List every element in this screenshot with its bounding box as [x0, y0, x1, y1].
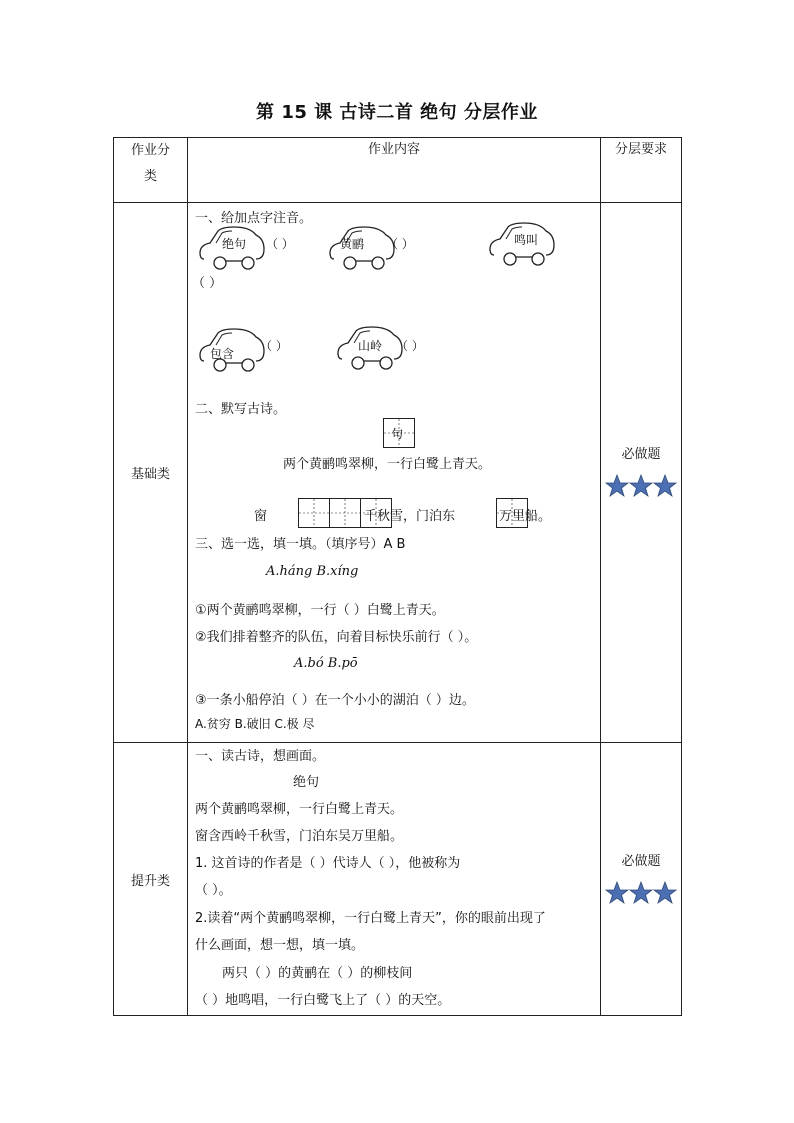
q2-line2-a: 窗 — [254, 509, 268, 524]
header-category-line2: 类 — [143, 169, 157, 184]
adv-line-6: （ ）。 — [195, 883, 232, 898]
car-2 — [328, 223, 414, 277]
advanced-requirement-cell — [601, 743, 682, 1016]
adv-line-2: 绝句 — [293, 775, 320, 790]
advanced-row — [114, 743, 682, 1016]
star-rating-icon — [605, 474, 677, 498]
adv-line-10: （ ）地鸣唱，一行白鹭飞上了（ ）的天空。 — [195, 993, 451, 1008]
page-title: 第 15 课 古诗二首 绝句 分层作业 — [256, 102, 538, 123]
header-row — [114, 138, 682, 203]
car-5-word: 山岭 — [358, 339, 383, 353]
header-content: 作业内容 — [188, 138, 601, 203]
advanced-requirement: 必做题 — [621, 853, 661, 869]
car-4-word: 包含 — [210, 347, 235, 361]
q3-title: 三、选一选，填一填。（填序号）A B — [195, 537, 406, 552]
basic-requirement: 必做题 — [621, 447, 661, 462]
advanced-content — [188, 743, 601, 1016]
car-4-paren: （ ） — [260, 339, 288, 353]
car-1-word: 绝句 — [222, 237, 247, 251]
basic-category: 基础类 — [114, 203, 188, 743]
car-3 — [488, 219, 558, 273]
car-5-paren: （ ） — [396, 339, 424, 353]
car-1-paren: （ ） — [266, 237, 294, 251]
q2-title: 二、默写古诗。 — [195, 402, 287, 417]
adv-line-3: 两个黄鹂鸣翠柳，一行白鹭上青天。 — [195, 802, 404, 817]
q2-box-char: 句 — [391, 427, 404, 441]
car-1 — [198, 223, 294, 277]
basic-stars — [605, 487, 677, 502]
q3-sentence-2: ②我们排着整齐的队伍，向着目标快乐前行（ ）。 — [195, 630, 478, 645]
advanced-category: 提升类 — [114, 743, 188, 1016]
q3-options-1: A.háng B.xíng — [266, 564, 359, 579]
basic-requirement-cell — [601, 203, 682, 743]
star-rating-icon — [605, 881, 677, 905]
q1-wrap-paren: （ ） — [192, 276, 223, 291]
advanced-stars — [605, 894, 677, 909]
basic-row — [114, 203, 682, 743]
adv-line-7: 2.读着“两个黄鹂鸣翠柳，一行白鹭上青天”，你的眼前出现了 — [195, 911, 546, 926]
car-3-word: 鸣叫 — [514, 233, 539, 247]
adv-line-8: 什么画面，想一想，填一填。 — [195, 938, 365, 953]
homework-table — [113, 137, 682, 1016]
adv-line-4: 窗含西岭千秋雪，门泊东吴万里船。 — [195, 829, 404, 844]
basic-content — [188, 203, 601, 743]
q2-line1: 两个黄鹂鸣翠柳，一行白鹭上青天。 — [283, 457, 492, 472]
adv-line-1: 一、读古诗，想画面。 — [195, 749, 326, 764]
q2-line2-b: 千秋雪，门泊东 — [364, 509, 456, 524]
car-2-word: 黄鹂 — [340, 237, 365, 251]
adv-line-9: 两只（ ）的黄鹂在（ ）的柳枝间 — [222, 966, 413, 981]
q1-title: 一、给加点字注音。 — [195, 211, 313, 226]
car-2-paren: （ ） — [386, 237, 414, 251]
q3-options-2: A.bó B.pō — [294, 656, 358, 671]
q3-sentence-1: ①两个黄鹂鸣翠柳，一行（ ）白鹭上青天。 — [195, 603, 445, 618]
adv-line-5: 1. 这首诗的作者是（ ）代诗人（ ），他被称为 — [195, 856, 461, 871]
car-5 — [336, 323, 424, 377]
q3-sentence-4: A.贫穷 B.破旧 C.极 尽 — [195, 717, 315, 731]
car-4 — [198, 325, 288, 379]
header-category — [114, 138, 188, 203]
q2-line2-c: 万里船。 — [499, 509, 552, 524]
header-category-line1: 作业分 — [130, 143, 170, 158]
q3-sentence-3: ③一条小船停泊（ ）在一个小小的湖泊（ ）边。 — [195, 693, 475, 708]
header-requirement: 分层要求 — [601, 138, 682, 203]
